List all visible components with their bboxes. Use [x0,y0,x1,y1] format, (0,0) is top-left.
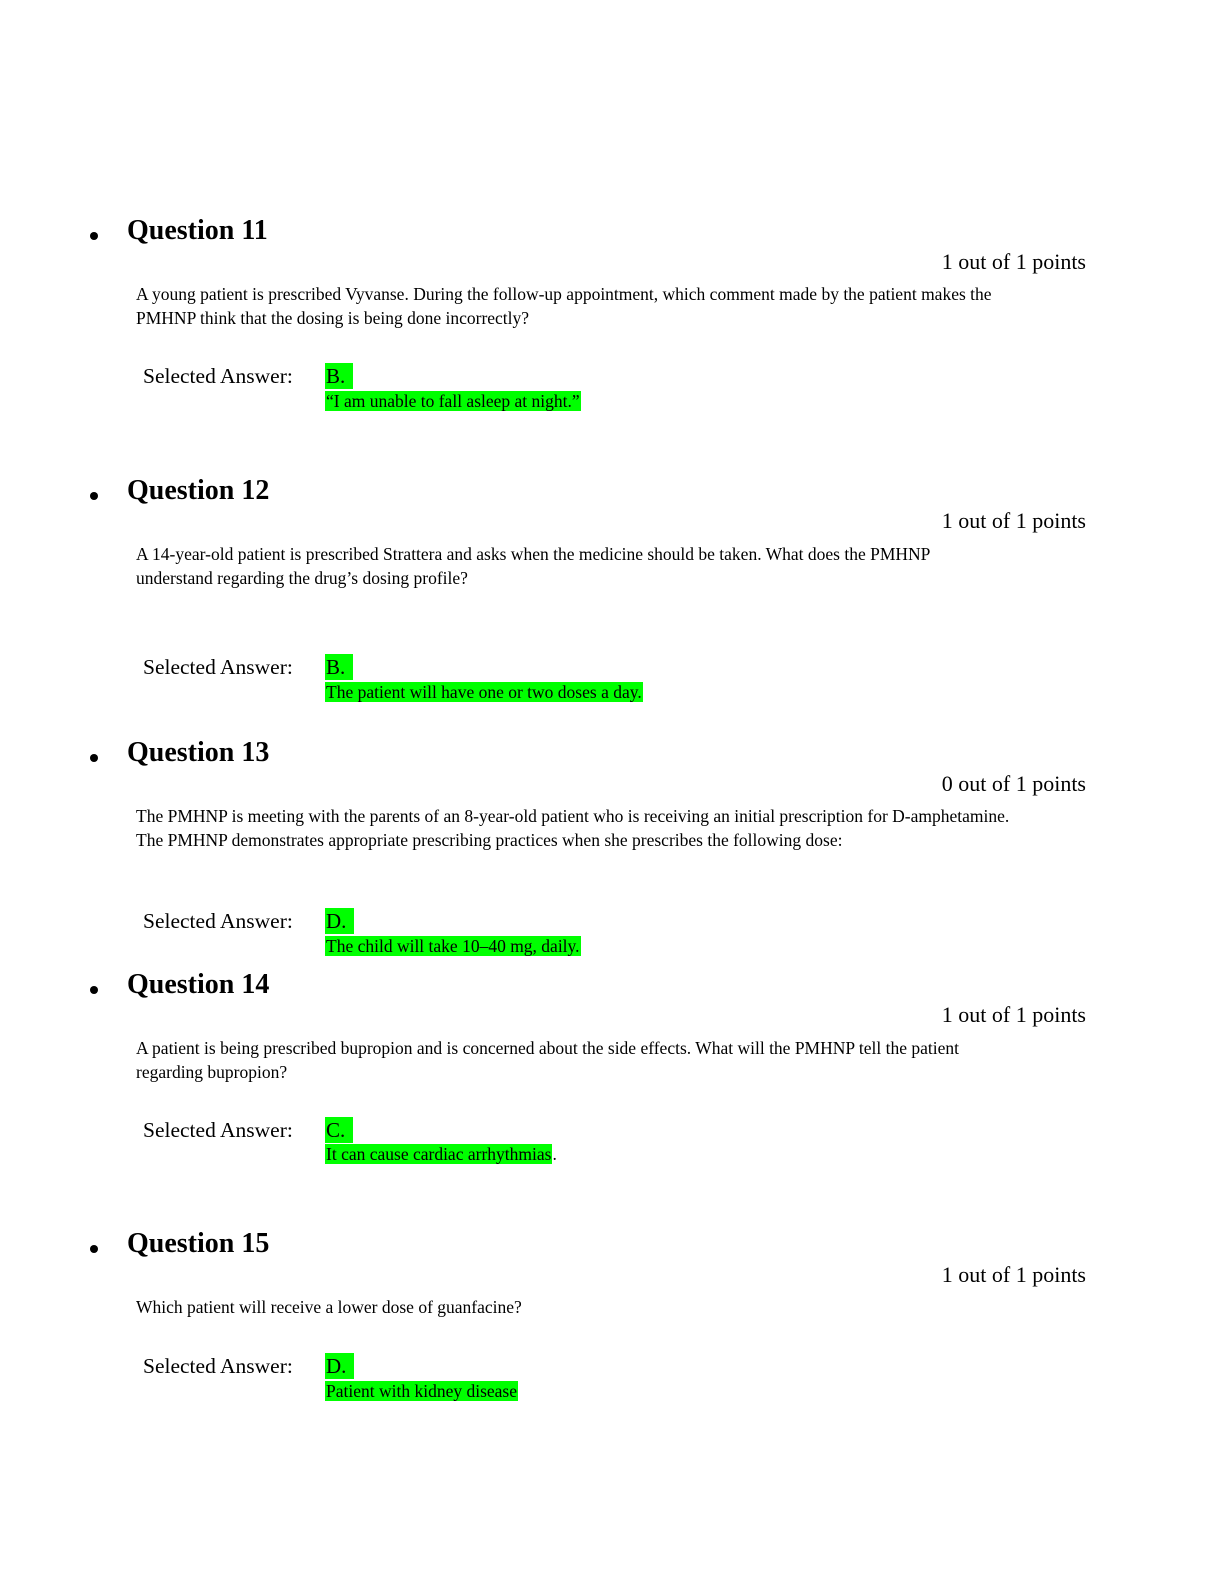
bullet-icon [90,232,98,240]
question-title: Question 11 [127,215,268,246]
question-title: Question 12 [127,475,270,506]
bullet-icon [90,986,98,994]
answer-text [325,1380,518,1403]
question-text: A patient is being prescribed bupropion and is concerned about the side effects. What will the PMHNP tell the patient regarding bupropion? [136,1038,959,1082]
answer-text [325,681,643,704]
answer-highlight: The patient will have one or two doses a day. [326,682,642,702]
question-text: Which patient will receive a lower dose of guanfacine? [136,1297,522,1317]
points-score: 1 out of 1 points [941,508,1086,533]
points-score: 0 out of 1 points [941,771,1086,796]
answer-highlight: Patient with kidney disease [326,1381,518,1401]
answer-suffix: . [552,1144,557,1164]
answer-letter: D. [325,908,354,934]
points-score: 1 out of 1 points [941,249,1086,274]
selected-answer-label: Selected Answer: [143,1118,293,1142]
question-title: Question 14 [127,969,270,1000]
bullet-icon [90,754,98,762]
bullet-icon [90,1245,98,1253]
selected-answer-label: Selected Answer: [143,655,293,679]
bullet-icon [90,492,98,500]
answer-letter: B. [325,363,353,389]
answer-highlight: “I am unable to fall asleep at night.” [326,391,580,411]
selected-answer-label: Selected Answer: [143,1354,293,1378]
answer-letter: C. [325,1117,353,1143]
question-text: A young patient is prescribed Vyvanse. During the follow-up appointment, which comment made by the patient makes the PMHNP think that the dosing is being done incorrectly? [136,284,992,328]
question-text: The PMHNP is meeting with the parents of an 8-year-old patient who is receiving an initial prescription for D-amphetamine. The PMHNP demonstrates appropriate prescribing practices when she prescribes the following dose: [136,806,1010,850]
question-title: Question 13 [127,737,270,768]
answer-letter: D. [325,1353,354,1379]
answer-letter: B. [325,654,353,680]
answer-highlight: It can cause cardiac arrhythmias [326,1144,552,1164]
answer-text [325,935,581,958]
points-score: 1 out of 1 points [941,1002,1086,1027]
points-score: 1 out of 1 points [941,1262,1086,1287]
answer-text [325,390,581,413]
selected-answer-label: Selected Answer: [143,364,293,388]
selected-answer-label: Selected Answer: [143,909,293,933]
question-title: Question 15 [127,1228,270,1259]
answer-highlight: The child will take 10–40 mg, daily. [326,936,580,956]
question-text: A 14-year-old patient is prescribed Strattera and asks when the medicine should be taken. What does the PMHNP understand regarding the drug’s dosing profile? [136,544,930,588]
answer-text [325,1143,557,1166]
